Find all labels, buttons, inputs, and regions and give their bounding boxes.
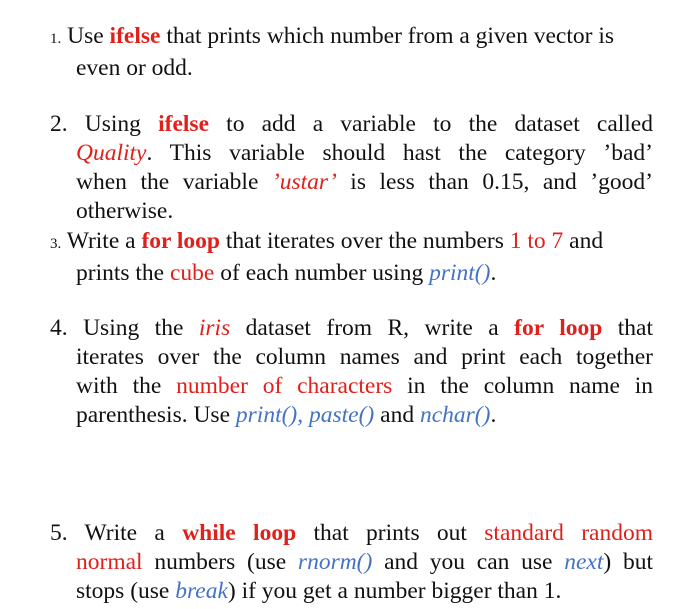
ifelse-keyword: ifelse: [109, 23, 161, 49]
question-2-number: 2.: [50, 111, 68, 137]
question-4-text: in the column name in: [392, 373, 653, 399]
question-4-text: Using the: [67, 315, 199, 341]
question-2-line-3: [50, 168, 653, 197]
question-2-text: to add a variable to the dataset called: [209, 111, 653, 137]
question-4-line-3: [50, 372, 653, 401]
number-of-characters-term: number of characters: [176, 373, 393, 399]
rnorm-function: rnorm(): [297, 549, 373, 575]
question-1-line-2: [50, 54, 653, 83]
question-5-text: ) but: [603, 549, 653, 575]
iris-dataset-name: iris: [198, 315, 231, 341]
nchar-function: nchar(): [419, 402, 491, 428]
question-2-line-2: [50, 139, 653, 168]
question-5-text: stops (use: [76, 578, 176, 604]
question-1-text: Use: [67, 23, 110, 49]
question-3-text: Write a: [61, 228, 142, 254]
question-4-line-2: [50, 343, 653, 372]
ustar-variable-name: ’ustar’: [271, 169, 337, 195]
question-2-line-4: [50, 197, 653, 226]
question-5-text: that prints out: [296, 520, 485, 546]
question-4-number: 4.: [50, 315, 68, 341]
normal-term: normal: [76, 549, 143, 575]
question-4-text: with the: [76, 373, 177, 399]
question-4-text: iterates over the column names and print each together: [76, 344, 653, 370]
question-3-line-1: [50, 227, 653, 259]
question-2: [50, 110, 653, 226]
question-4-text: .: [490, 402, 497, 428]
question-3-text: prints the: [76, 260, 170, 286]
question-5-line-1: [50, 519, 653, 548]
question-2-text: Using: [67, 111, 159, 137]
question-4-text: that: [602, 315, 653, 341]
question-3-text: that iterates over the numbers: [220, 228, 510, 254]
question-5-line-3: [50, 577, 653, 606]
question-3: [50, 227, 653, 288]
question-1-text: that prints which number from a given vector is: [160, 23, 615, 49]
question-5-text: Write a: [67, 520, 183, 546]
question-3-text: and: [563, 228, 604, 254]
standard-random-term: standard random: [484, 520, 654, 546]
question-5-text: numbers (use: [142, 549, 298, 575]
question-5-number: 5.: [50, 520, 68, 546]
next-keyword: next: [564, 549, 604, 575]
number-range: 1 to 7: [509, 228, 564, 254]
question-4-text: dataset from R, write a: [230, 315, 515, 341]
question-5-text: and you can use: [372, 549, 565, 575]
question-5-line-2: [50, 548, 653, 577]
question-2-text: . This variable should hast the category ’bad’: [146, 140, 653, 166]
question-2-line-1: [50, 110, 653, 139]
cube-term: cube: [170, 260, 215, 286]
print-paste-functions: print(), paste(): [235, 402, 375, 428]
ifelse-keyword: ifelse: [158, 111, 209, 137]
question-4-line-1: [50, 314, 653, 343]
question-3-number: 3.: [50, 236, 62, 252]
for-loop-keyword: for loop: [141, 228, 220, 254]
question-2-text: otherwise.: [76, 198, 174, 224]
question-1: [50, 22, 653, 83]
question-1-number: 1.: [50, 31, 62, 47]
question-5-text: ) if you get a number bigger than 1.: [227, 578, 562, 604]
question-4-text: parenthesis. Use: [76, 402, 236, 428]
quality-variable-name: Quality: [76, 140, 147, 166]
question-3-text: .: [490, 260, 497, 286]
question-1-line-1: [50, 22, 653, 54]
question-1-text: even or odd.: [76, 55, 193, 81]
question-3-text: of each number using: [214, 260, 430, 286]
while-loop-keyword: while loop: [182, 520, 297, 546]
question-4-line-4: [50, 401, 653, 430]
question-5: [50, 519, 653, 606]
break-keyword: break: [175, 578, 228, 604]
for-loop-keyword: for loop: [514, 315, 603, 341]
print-function: print(): [429, 260, 491, 286]
question-4-text: and: [374, 402, 420, 428]
question-4: [50, 314, 653, 430]
question-3-line-2: [50, 259, 653, 288]
question-2-text: when the variable: [76, 169, 272, 195]
question-2-text: is less than 0.15, and ’good’: [336, 169, 653, 195]
